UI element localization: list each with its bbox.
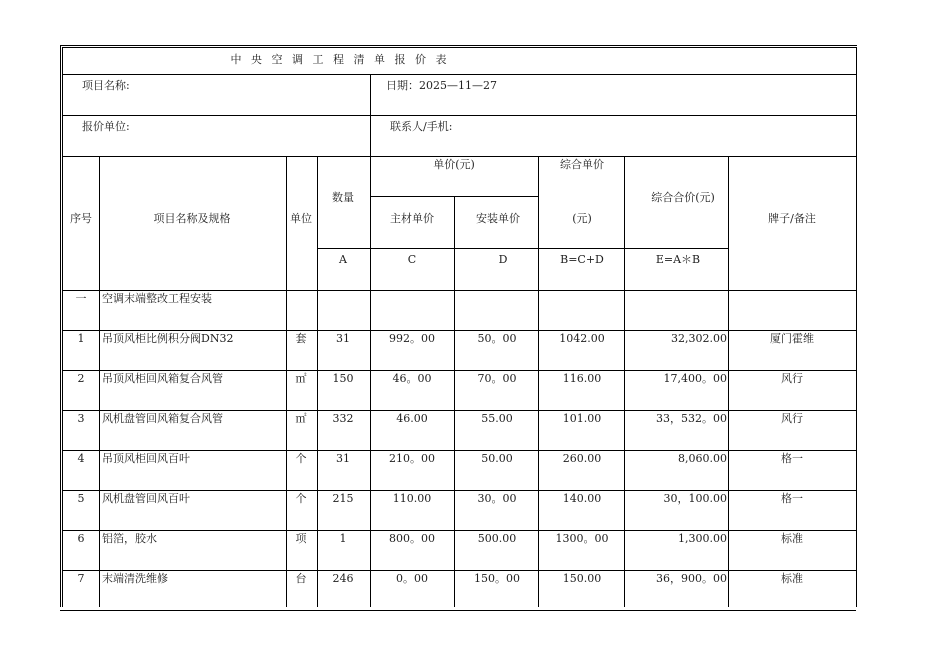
row-seq: 5	[77, 492, 85, 505]
row-brand-note: 风行	[781, 412, 803, 425]
code-material: C	[407, 253, 417, 266]
h-line	[62, 450, 856, 451]
row-brand-note: 标准	[781, 572, 803, 585]
v-line	[624, 156, 625, 607]
row-install-price: 50。00	[477, 332, 517, 345]
row-unit: ㎡	[295, 372, 307, 385]
h-line	[624, 248, 728, 249]
v-line	[99, 156, 100, 607]
row-combined-total: 36，900。00	[656, 572, 727, 585]
code-total: E=A＊B	[655, 253, 701, 266]
v-line	[370, 156, 371, 607]
row-qty: 31	[336, 332, 350, 345]
header-combined-unit-price: 综合单价	[560, 158, 604, 171]
h-line	[62, 570, 856, 571]
section-name: 空调末端整改工程安装	[102, 292, 212, 305]
h-line	[62, 74, 856, 75]
row-unit: 台	[295, 572, 307, 585]
section-seq: 一	[75, 292, 87, 305]
row-combined-total: 1,300.00	[678, 532, 727, 545]
header-combined-unit-price-unit: (元)	[572, 212, 592, 225]
border-right	[856, 47, 857, 607]
row-install-price: 50.00	[481, 452, 513, 465]
header-material-price: 主材单价	[390, 212, 434, 225]
bottom-rule	[60, 610, 856, 611]
h-line	[62, 530, 856, 531]
row-name: 吊顶风柜回风箱复合风管	[102, 372, 223, 385]
row-material-price: 46。00	[392, 372, 432, 385]
v-line	[538, 156, 539, 607]
h-line	[62, 490, 856, 491]
v-line	[317, 156, 318, 607]
row-combined-total: 32,302.00	[671, 332, 727, 345]
row-unit: ㎡	[295, 412, 307, 425]
row-name: 风机盘管回风百叶	[102, 492, 190, 505]
row-name: 铝箔，胶水	[102, 532, 157, 545]
h-line	[62, 290, 856, 291]
outer-border-top	[60, 45, 857, 46]
row-name: 风机盘管回风箱复合风管	[102, 412, 223, 425]
row-combined-unit-price: 116.00	[562, 372, 602, 385]
row-qty: 1	[339, 532, 347, 545]
header-install-price: 安装单价	[476, 212, 520, 225]
header-brand-note: 牌子/备注	[768, 212, 816, 225]
row-name: 吊顶风柜比例积分阀DN32	[102, 332, 234, 345]
row-material-price: 210。00	[389, 452, 435, 465]
row-material-price: 800。00	[389, 532, 435, 545]
row-name: 末端清洗维修	[102, 572, 168, 585]
row-seq: 4	[77, 452, 85, 465]
header-seq: 序号	[70, 212, 92, 225]
row-qty: 150	[332, 372, 354, 385]
row-seq: 2	[77, 372, 85, 385]
row-install-price: 500.00	[477, 532, 517, 545]
row-brand-note: 格一	[781, 452, 803, 465]
row-seq: 1	[77, 332, 85, 345]
row-brand-note: 格一	[781, 492, 803, 505]
row-unit: 个	[295, 492, 307, 505]
h-line	[62, 370, 856, 371]
row-material-price: 110.00	[392, 492, 432, 505]
row-combined-unit-price: 260.00	[562, 452, 602, 465]
row-unit: 项	[295, 532, 307, 545]
row-unit: 套	[295, 332, 307, 345]
row-seq: 6	[77, 532, 85, 545]
row-qty: 31	[336, 452, 350, 465]
row-material-price: 992。00	[389, 332, 435, 345]
quote-unit-label: 报价单位:	[82, 120, 130, 133]
row-material-price: 46.00	[396, 412, 428, 425]
header-name-spec: 项目名称及规格	[153, 212, 231, 225]
row-combined-total: 33，532。00	[656, 412, 727, 425]
border-left	[62, 47, 63, 607]
row-install-price: 55.00	[481, 412, 513, 425]
header-combined-total: 综合合价(元)	[651, 191, 715, 204]
header-unit: 单位	[290, 212, 312, 225]
header-unit-price: 单价(元)	[433, 158, 475, 171]
row-brand-note: 风行	[781, 372, 803, 385]
row-combined-unit-price: 140.00	[562, 492, 602, 505]
header-qty: 数量	[332, 191, 354, 204]
v-line	[286, 156, 287, 607]
v-line	[454, 196, 455, 607]
row-name: 吊顶风柜回风百叶	[102, 452, 190, 465]
row-install-price: 150。00	[474, 572, 520, 585]
sheet-title: 中 央 空 调 工 程 清 单 报 价 表	[230, 53, 450, 66]
row-seq: 7	[77, 572, 85, 585]
h-line	[62, 115, 856, 116]
row-combined-total: 17,400。00	[663, 372, 727, 385]
row-material-price: 0。00	[396, 572, 428, 585]
row-combined-unit-price: 101.00	[562, 412, 602, 425]
row-brand-note: 厦门霍维	[770, 332, 814, 345]
row-combined-total: 8,060.00	[678, 452, 727, 465]
outer-border-left	[60, 45, 61, 607]
row-qty: 246	[332, 572, 354, 585]
row-combined-unit-price: 1300。00	[555, 532, 609, 545]
h-line	[62, 410, 856, 411]
row-install-price: 30。00	[477, 492, 517, 505]
row-install-price: 70。00	[477, 372, 517, 385]
row-combined-total: 30，100.00	[663, 492, 727, 505]
contact-label: 联系人/手机:	[390, 120, 453, 133]
border-top	[62, 47, 856, 48]
row-qty: 332	[332, 412, 354, 425]
row-brand-note: 标准	[781, 532, 803, 545]
v-line	[728, 156, 729, 607]
code-combined: B=C+D	[560, 253, 604, 266]
code-qty: A	[339, 253, 347, 266]
row-combined-unit-price: 1042.00	[559, 332, 605, 345]
h-line	[317, 248, 624, 249]
date-label: 日期：2025—11—27	[386, 79, 497, 92]
project-name-label: 项目名称:	[82, 79, 130, 92]
h-line	[62, 156, 856, 157]
row-qty: 215	[332, 492, 354, 505]
code-install: D	[498, 253, 508, 266]
h-line	[62, 330, 856, 331]
row-seq: 3	[77, 412, 85, 425]
row-combined-unit-price: 150.00	[562, 572, 602, 585]
v-line	[370, 74, 371, 156]
row-unit: 个	[295, 452, 307, 465]
